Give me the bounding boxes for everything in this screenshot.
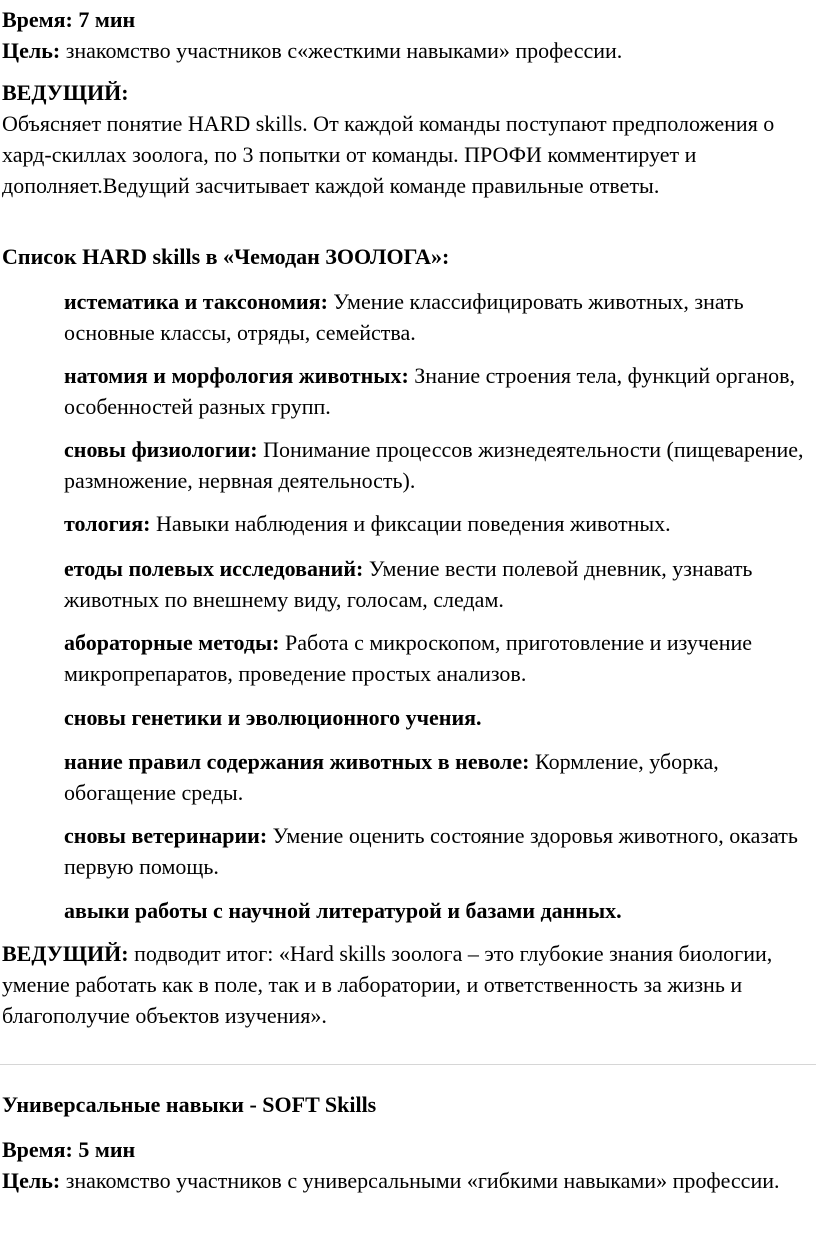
skill-item: сновы ветеринарии: Умение оценить состояние здоровья животного, оказать первую помощь.: [64, 823, 798, 879]
skill-item: абораторные методы: Работа с микроскопом, приготовление и изучение микропрепаратов, проведение простых анализов.: [64, 630, 752, 686]
skill-item: етоды полевых исследований: Умение вести полевой дневник, узнавать животных по внешнему виду, голосам, следам.: [64, 556, 753, 612]
skill-item: натомия и морфология животных: Знание строения тела, функций органов, особенностей разных групп.: [64, 363, 796, 419]
intro-time-goal: [2, 4, 812, 66]
skill-item: истематика и таксономия: Умение классифицировать животных, знать основные классы, отряды, семейства.: [64, 289, 744, 345]
soft-goal-line: Цель: знакомство участников с универсальными «гибкими навыками» профессии.: [2, 1168, 780, 1193]
soft-skills-title: Универсальные навыки - SOFT Skills: [2, 1092, 377, 1117]
time-line: Время: 7 мин: [2, 7, 136, 32]
skill-item: сновы физиологии: Понимание процессов жизнедеятельности (пищеварение, размножение, нервная деятельность).: [64, 437, 804, 493]
skill-item: тология: Навыки наблюдения и фиксации поведения животных.: [64, 511, 671, 536]
hard-skills-title: Список HARD skills в «Чемодан ЗООЛОГА»:: [2, 244, 450, 269]
skill-item: нание правил содержания животных в неволе: Кормление, уборка, обогащение среды.: [64, 749, 719, 805]
host-block: [2, 77, 812, 201]
soft-time-goal: [2, 1134, 812, 1196]
summary-paragraph: ВЕДУЩИЙ: подводит итог: «Hard skills зоолога – это глубокие знания биологии, умение работать как в поле, так и в лаборатории, и ответственность за жизнь и благополучие объектов изучения».: [2, 941, 773, 1028]
host-paragraph: Объясняет понятие HARD skills. От каждой команды поступают предположения о хард-скиллах зоолога, по 3 попытки от команды. ПРОФИ комментирует и дополняет.Ведущий засчитывает каждой команде правильные ответы.: [2, 111, 775, 198]
section-divider: [0, 1064, 816, 1065]
goal-line: Цель: знакомство участников с«жесткими навыками» профессии.: [2, 38, 623, 63]
host-heading: ВЕДУЩИЙ:: [2, 80, 129, 105]
skill-item: авыки работы с научной литературой и базами данных.: [64, 898, 622, 923]
soft-time-line: Время: 5 мин: [2, 1137, 136, 1162]
skill-item: сновы генетики и эволюционного учения.: [64, 705, 482, 730]
